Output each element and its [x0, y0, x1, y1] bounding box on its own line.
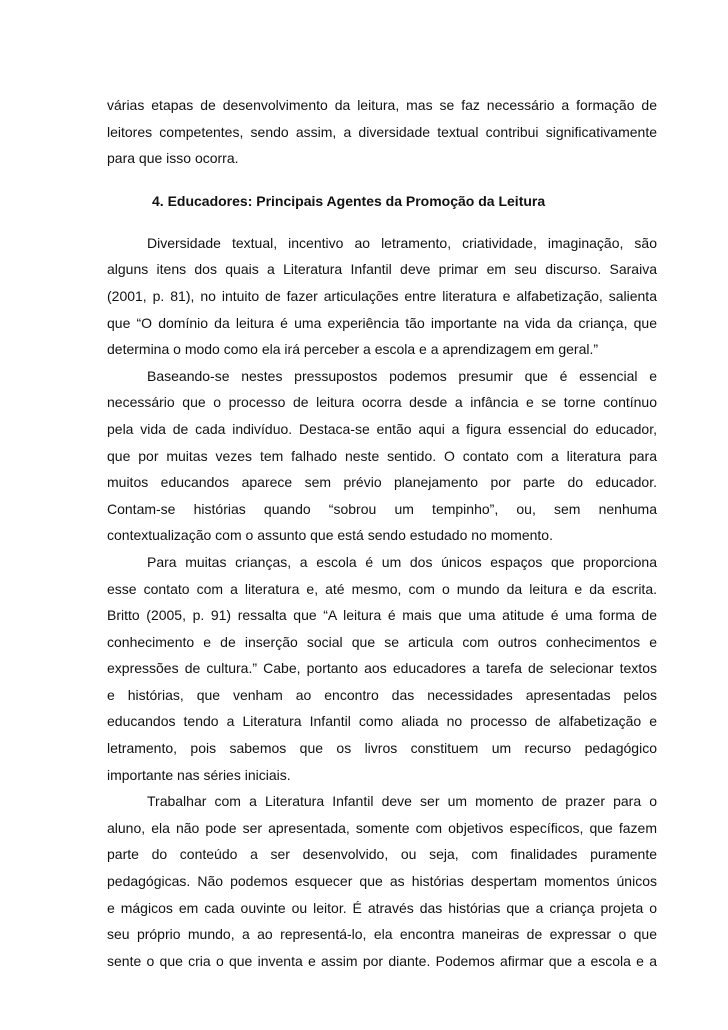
document-page — [107, 92, 657, 974]
text-line: conhecimento e de inserção social que se articula com outros conhecimentos e — [107, 633, 657, 650]
intro-paragraph — [107, 92, 657, 172]
text-line: letramento, pois sabemos que os livros constituem um recurso pedagógico — [107, 740, 657, 757]
text-line: Trabalhar com a Literatura Infantil deve ser um momento de prazer para o — [147, 793, 657, 810]
text-line: muitos educandos aparece sem prévio planejamento por parte do educador. — [107, 474, 657, 491]
text-line: Contam-se histórias quando “sobrou um tempinho”, ou, sem nenhuma — [107, 500, 657, 517]
text-line: sente o que cria o que inventa e assim por diante. Podemos afirmar que a escola e a — [107, 952, 657, 969]
text-line: expressões de cultura.” Cabe, portanto aos educadores a tarefa de selecionar textos — [107, 660, 657, 677]
text-line: esse contato com a literatura e, até mesmo, com o mundo da leitura e da escrita. — [107, 580, 657, 597]
paragraph-4 — [107, 788, 657, 974]
text-line: determina o modo como ela irá perceber a escola e a aprendizagem em geral.” — [107, 341, 599, 358]
text-line: educandos tendo a Literatura Infantil como aliada no processo de alfabetização e — [107, 713, 657, 730]
text-line: Para muitas crianças, a escola é um dos únicos espaços que proporciona — [147, 553, 657, 570]
text-line: alguns itens dos quais a Literatura Infantil deve primar em seu discurso. Saraiva — [107, 261, 657, 278]
text-line: que por muitas vezes tem falhado neste sentido. O contato com a literatura para — [107, 447, 657, 464]
text-line: Baseando-se nestes pressupostos podemos presumir que é essencial e — [147, 367, 657, 384]
text-line: Britto (2005, p. 91) ressalta que “A leitura é mais que uma atitude é uma forma de — [107, 607, 657, 624]
section-heading: 4. Educadores: Principais Agentes da Promoção da Leitura — [152, 192, 546, 209]
text-line: aluno, ela não pode ser apresentada, somente com objetivos específicos, que fazem — [107, 819, 657, 836]
paragraph-1 — [107, 230, 657, 363]
text-line: pela vida de cada indivíduo. Destaca-se então aqui a figura essencial do educador, — [107, 420, 657, 437]
text-line: importante nas séries iniciais. — [107, 766, 291, 783]
text-line: (2001, p. 81), no intuito de fazer articulações entre literatura e alfabetização, salienta — [107, 287, 657, 304]
paragraph-2 — [107, 363, 657, 549]
text-line: que “O domínio da leitura é uma experiência tão importante na vida da criança, que — [107, 314, 657, 331]
text-line: seu próprio mundo, a ao representá-lo, ela encontra maneiras de expressar o que — [107, 926, 657, 943]
text-line: e mágicos em cada ouvinte ou leitor. É através das histórias que a criança projeta o — [107, 899, 657, 916]
text-line: Diversidade textual, incentivo ao letramento, criatividade, imaginação, são — [147, 234, 657, 251]
text-line: necessário que o processo de leitura ocorra desde a infância e se torne contínuo — [107, 394, 657, 411]
text-line: contextualização com o assunto que está sendo estudado no momento. — [107, 527, 553, 544]
text-line: várias etapas de desenvolvimento da leitura, mas se faz necessário a formação de — [107, 97, 657, 113]
paragraph-3 — [107, 549, 657, 788]
text-line: leitores competentes, sendo assim, a diversidade textual contribui significativamente — [107, 123, 657, 140]
text-line: para que isso ocorra. — [107, 150, 239, 167]
text-line: pedagógicas. Não podemos esquecer que as histórias despertam momentos únicos — [107, 873, 657, 890]
text-line: e histórias, que venham ao encontro das necessidades apresentadas pelos — [107, 686, 657, 703]
text-line: parte do conteúdo a ser desenvolvido, ou seja, com finalidades puramente — [107, 846, 657, 863]
